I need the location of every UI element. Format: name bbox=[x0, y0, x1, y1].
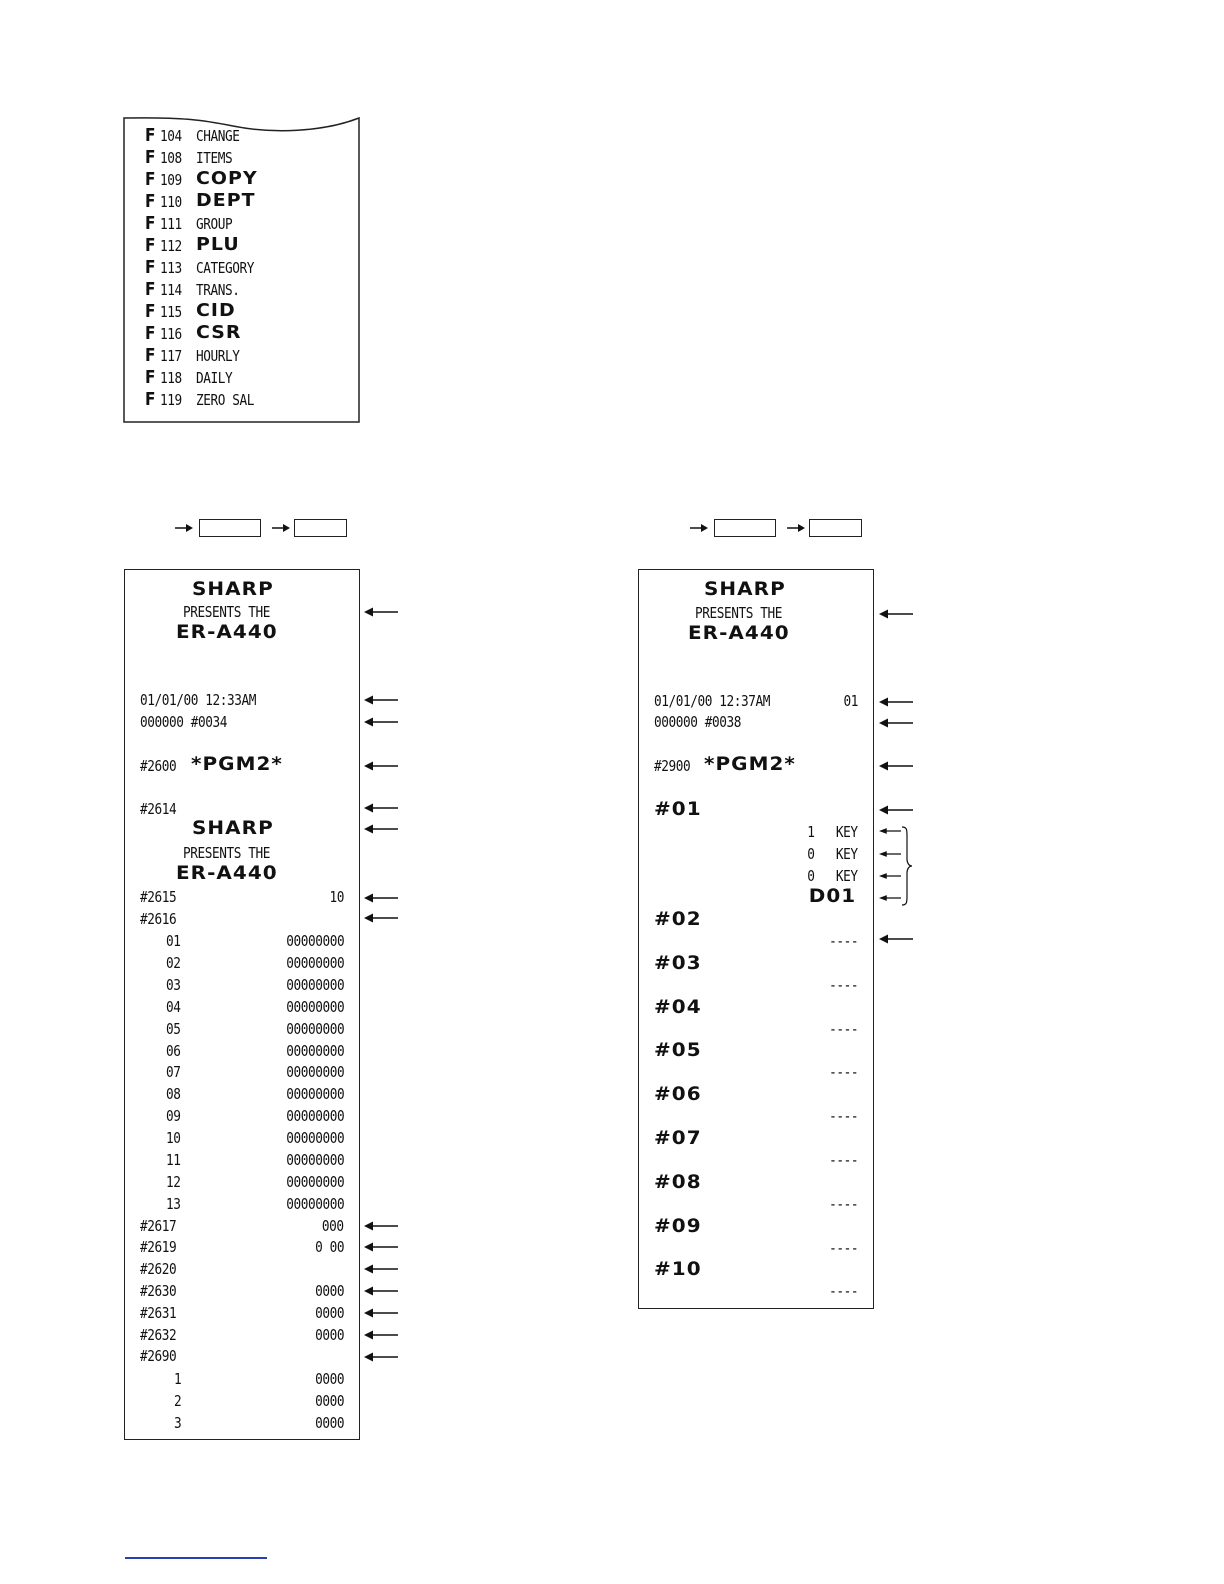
function-label: CHANGE bbox=[196, 127, 240, 145]
key-box-2[interactable] bbox=[809, 519, 862, 537]
arrow-left-icon bbox=[879, 805, 913, 815]
row-value: 00000000 bbox=[285, 1129, 344, 1148]
function-prefix: F bbox=[145, 367, 156, 388]
section-code: #01 bbox=[654, 798, 702, 820]
arrow-left-icon bbox=[364, 1264, 398, 1274]
function-label: DEPT bbox=[196, 190, 256, 211]
arrow-left-icon bbox=[879, 893, 901, 903]
function-prefix: F bbox=[145, 389, 156, 410]
presents-text-2: PRESENTS THE bbox=[183, 844, 271, 862]
row-number: 3 bbox=[174, 1414, 182, 1432]
consecutive-number: 000000 #0038 bbox=[654, 713, 742, 731]
job-label: *PGM2* bbox=[704, 753, 796, 775]
function-prefix: F bbox=[145, 323, 156, 344]
key-box-1[interactable] bbox=[714, 519, 776, 537]
arrow-left-icon bbox=[879, 871, 901, 881]
function-prefix: F bbox=[145, 257, 156, 278]
key-number: 1 bbox=[807, 823, 815, 841]
arrow-left-icon bbox=[364, 1308, 398, 1318]
function-code: 110 bbox=[160, 193, 182, 211]
arrow-left-icon bbox=[364, 913, 398, 923]
arrow-left-icon bbox=[364, 1221, 398, 1231]
key-box-2[interactable] bbox=[294, 519, 347, 537]
row-number: 12 bbox=[166, 1172, 181, 1191]
datetime: 01/01/00 12:33AM bbox=[140, 691, 257, 709]
section-value: ---- bbox=[828, 932, 858, 950]
brand-2: SHARP bbox=[192, 817, 274, 839]
row-value: 00000000 bbox=[285, 1019, 344, 1038]
function-label: GROUP bbox=[196, 215, 233, 233]
row-value: 00000000 bbox=[285, 1085, 344, 1104]
code-2615: #2615 bbox=[140, 888, 177, 906]
value-2631: 0000 bbox=[314, 1304, 344, 1322]
function-code: 104 bbox=[160, 127, 182, 145]
function-code: 116 bbox=[160, 325, 182, 343]
arrow-left-icon bbox=[879, 761, 913, 771]
row-value: 00000000 bbox=[285, 1041, 344, 1060]
job-code: #2600 bbox=[140, 757, 177, 775]
arrow-left-icon bbox=[364, 1286, 398, 1296]
section-value: ---- bbox=[828, 1019, 858, 1038]
function-code: 118 bbox=[160, 369, 182, 387]
row-value: 00000000 bbox=[285, 1063, 344, 1082]
section-code: #02 bbox=[654, 908, 702, 930]
value-2632: 0000 bbox=[314, 1326, 344, 1344]
arrow-right-icon bbox=[272, 523, 290, 533]
function-prefix: F bbox=[145, 125, 156, 146]
row-value: 0000 bbox=[314, 1414, 344, 1432]
code-2614: #2614 bbox=[140, 800, 177, 818]
function-label: PLU bbox=[196, 234, 240, 255]
section-code: #08 bbox=[654, 1170, 702, 1193]
footer-rule bbox=[125, 1557, 267, 1559]
section-code: #10 bbox=[654, 1258, 702, 1281]
function-prefix: F bbox=[145, 301, 156, 322]
row-number: 06 bbox=[166, 1041, 181, 1060]
function-label: DAILY bbox=[196, 369, 233, 387]
arrow-right-icon bbox=[175, 523, 193, 533]
function-label: ITEMS bbox=[196, 149, 233, 167]
code-2619: #2619 bbox=[140, 1238, 177, 1256]
function-code: 115 bbox=[160, 303, 182, 321]
section-code: #05 bbox=[654, 1039, 702, 1062]
function-code: 112 bbox=[160, 237, 182, 255]
row-number: 09 bbox=[166, 1107, 181, 1126]
brand: SHARP bbox=[704, 578, 786, 600]
row-number: 08 bbox=[166, 1085, 181, 1104]
value-2615: 10 bbox=[329, 888, 344, 906]
function-label: HOURLY bbox=[196, 347, 240, 365]
arrow-left-icon bbox=[364, 695, 398, 705]
arrow-left-icon bbox=[364, 607, 398, 617]
function-prefix: F bbox=[145, 213, 156, 234]
function-label: CATEGORY bbox=[196, 259, 255, 277]
value-2630: 0000 bbox=[314, 1282, 344, 1300]
function-prefix: F bbox=[145, 191, 156, 212]
function-code: 117 bbox=[160, 347, 182, 365]
row-value: 00000000 bbox=[285, 1172, 344, 1191]
code-2630: #2630 bbox=[140, 1282, 177, 1300]
key-label: KEY bbox=[836, 823, 858, 841]
row-number: 11 bbox=[166, 1151, 181, 1169]
section-value: ---- bbox=[828, 1151, 858, 1169]
job-code: #2900 bbox=[654, 757, 691, 775]
row-number: 03 bbox=[166, 975, 181, 994]
model: ER-A440 bbox=[176, 621, 278, 643]
row-number: 1 bbox=[174, 1370, 182, 1388]
arrow-left-icon bbox=[364, 803, 398, 813]
key-box-1[interactable] bbox=[199, 519, 261, 537]
function-code: 114 bbox=[160, 281, 182, 299]
row-value: 00000000 bbox=[285, 932, 344, 950]
arrow-left-icon bbox=[364, 1330, 398, 1340]
presents-text: PRESENTS THE bbox=[695, 604, 783, 622]
code-2620: #2620 bbox=[140, 1260, 177, 1278]
function-code: 113 bbox=[160, 259, 182, 277]
row-value: 0000 bbox=[314, 1370, 344, 1388]
row-number: 02 bbox=[166, 953, 181, 972]
job-label: *PGM2* bbox=[191, 753, 283, 775]
key-code: D01 bbox=[808, 885, 856, 907]
code-2616: #2616 bbox=[140, 910, 177, 928]
function-label: CID bbox=[196, 300, 236, 321]
model-2: ER-A440 bbox=[176, 862, 278, 884]
row-value: 00000000 bbox=[285, 997, 344, 1016]
arrow-left-icon bbox=[364, 717, 398, 727]
section-code: #09 bbox=[654, 1214, 702, 1237]
row-number: 05 bbox=[166, 1019, 181, 1038]
arrow-left-icon bbox=[364, 893, 398, 903]
brand: SHARP bbox=[192, 578, 274, 600]
key-number: 0 bbox=[807, 845, 815, 863]
arrow-left-icon bbox=[879, 609, 913, 619]
arrow-left-icon bbox=[879, 849, 901, 859]
arrow-left-icon bbox=[364, 1242, 398, 1252]
code-2690: #2690 bbox=[140, 1347, 177, 1365]
section-code: #07 bbox=[654, 1127, 702, 1149]
function-code: 119 bbox=[160, 391, 182, 409]
function-prefix: F bbox=[145, 235, 156, 256]
row-value: 00000000 bbox=[285, 1107, 344, 1126]
function-label: CSR bbox=[196, 322, 242, 343]
row-number: 01 bbox=[166, 932, 181, 950]
arrow-left-icon bbox=[879, 718, 913, 728]
key-number: 0 bbox=[807, 867, 815, 885]
model: ER-A440 bbox=[688, 622, 790, 644]
row-number: 04 bbox=[166, 997, 181, 1016]
function-code: 111 bbox=[160, 215, 182, 233]
right-brace-icon bbox=[900, 826, 914, 906]
section-code: #06 bbox=[654, 1083, 702, 1106]
row-value: 00000000 bbox=[285, 953, 344, 972]
arrow-left-icon bbox=[879, 934, 913, 944]
datetime: 01/01/00 12:37AM bbox=[654, 692, 771, 710]
key-label: KEY bbox=[836, 845, 858, 863]
code-2617: #2617 bbox=[140, 1217, 177, 1235]
row-value: 00000000 bbox=[285, 975, 344, 994]
function-prefix: F bbox=[145, 345, 156, 366]
code-2631: #2631 bbox=[140, 1304, 177, 1322]
row-number: 13 bbox=[166, 1194, 181, 1213]
function-label: TRANS. bbox=[196, 281, 240, 299]
row-value: 0000 bbox=[314, 1392, 344, 1410]
section-code: #03 bbox=[654, 951, 702, 974]
row-value: 00000000 bbox=[285, 1151, 344, 1169]
arrow-right-icon bbox=[690, 523, 708, 533]
machine-number: 01 bbox=[843, 692, 858, 710]
key-label: KEY bbox=[836, 867, 858, 885]
function-prefix: F bbox=[145, 147, 156, 168]
function-code: 108 bbox=[160, 149, 182, 167]
consecutive-number: 000000 #0034 bbox=[140, 713, 228, 731]
function-label: COPY bbox=[196, 168, 258, 189]
code-2632: #2632 bbox=[140, 1326, 177, 1344]
arrow-left-icon bbox=[364, 761, 398, 771]
arrow-left-icon bbox=[879, 826, 901, 836]
arrow-left-icon bbox=[879, 697, 913, 707]
arrow-left-icon bbox=[364, 824, 398, 834]
row-number: 2 bbox=[174, 1392, 182, 1410]
section-value: ---- bbox=[828, 1238, 858, 1257]
section-value: ---- bbox=[828, 975, 858, 994]
value-2619: 0 00 bbox=[314, 1238, 344, 1256]
presents-text: PRESENTS THE bbox=[183, 603, 271, 621]
arrow-left-icon bbox=[364, 1352, 398, 1362]
row-number: 07 bbox=[166, 1063, 181, 1082]
section-code: #04 bbox=[654, 995, 702, 1018]
function-prefix: F bbox=[145, 279, 156, 300]
function-code: 109 bbox=[160, 171, 182, 189]
section-value: ---- bbox=[828, 1282, 858, 1301]
row-number: 10 bbox=[166, 1129, 181, 1148]
function-prefix: F bbox=[145, 169, 156, 190]
row-value: 00000000 bbox=[285, 1194, 344, 1213]
section-value: ---- bbox=[828, 1107, 858, 1126]
value-2617: 000 bbox=[322, 1217, 344, 1235]
arrow-right-icon bbox=[787, 523, 805, 533]
section-value: ---- bbox=[828, 1063, 858, 1082]
section-value: ---- bbox=[828, 1194, 858, 1213]
function-label: ZERO SAL bbox=[196, 391, 255, 409]
